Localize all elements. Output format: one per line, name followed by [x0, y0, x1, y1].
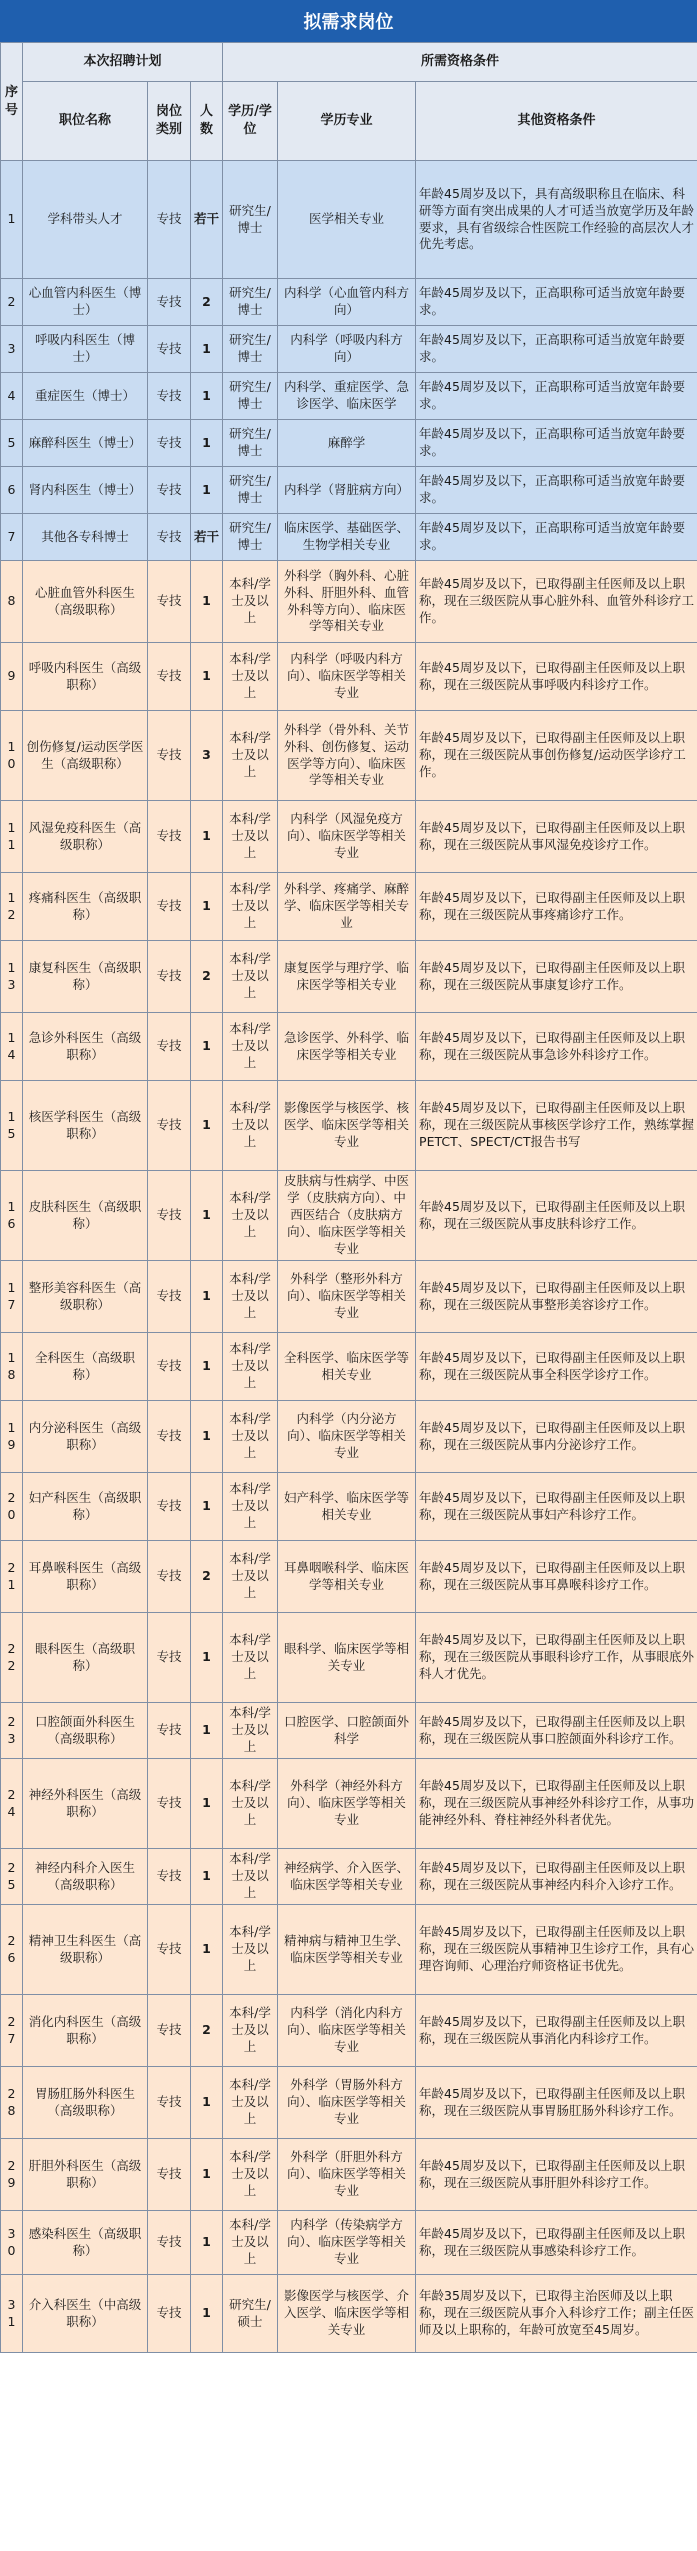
cell-other: 年龄45周岁及以下，正高职称可适当放宽年龄要求。	[416, 279, 697, 326]
cell-degree: 本科/学士及以上	[223, 2139, 278, 2211]
cell-other: 年龄45周岁及以下，已取得副主任医师及以上职称，现在三级医院从事妇产科诊疗工作。	[416, 1473, 697, 1541]
cell-major: 外科学（骨外科、关节外科、创伤修复、运动医学等方向）、临床医学等相关专业	[278, 711, 416, 801]
table-row	[1, 1905, 697, 1995]
cell-count: 1	[191, 1013, 223, 1081]
table-row	[1, 1995, 697, 2067]
cell-type: 专技	[148, 2067, 191, 2139]
cell-seq: 17	[1, 1261, 23, 1333]
header-seq: 序号	[1, 43, 23, 161]
table-row	[1, 711, 697, 801]
cell-other: 年龄45周岁及以下，已取得副主任医师及以上职称，现在三级医院从事整形美容诊疗工作。	[416, 1261, 697, 1333]
table-row	[1, 1333, 697, 1401]
cell-major: 内科学（呼吸内科方向）	[278, 326, 416, 373]
cell-degree: 本科/学士及以上	[223, 1905, 278, 1995]
header-major: 学历专业	[278, 82, 416, 161]
cell-count: 若干	[191, 514, 223, 561]
cell-other: 年龄45周岁及以下，已取得副主任医师及以上职称，现在三级医院从事神经外科诊疗工作，从事功能神经外科、脊柱神经外科者优先。	[416, 1759, 697, 1849]
cell-other: 年龄45周岁及以下，已取得副主任医师及以上职称，现在三级医院从事消化内科诊疗工作。	[416, 1995, 697, 2067]
table-row	[1, 161, 697, 279]
cell-degree: 本科/学士及以上	[223, 1261, 278, 1333]
cell-seq: 23	[1, 1703, 23, 1759]
cell-degree: 本科/学士及以上	[223, 801, 278, 873]
cell-degree: 本科/学士及以上	[223, 1849, 278, 1905]
cell-major: 内科学（心血管内科方向）	[278, 279, 416, 326]
cell-other: 年龄45周岁及以下，已取得副主任医师及以上职称，现在三级医院从事心脏外科、血管外科诊疗工作。	[416, 561, 697, 643]
table-row	[1, 420, 697, 467]
cell-major: 口腔医学、口腔颌面外科学	[278, 1703, 416, 1759]
cell-degree: 本科/学士及以上	[223, 1995, 278, 2067]
cell-position: 呼吸内科医生（博士）	[23, 326, 148, 373]
cell-count: 1	[191, 1703, 223, 1759]
header-count: 人数	[191, 82, 223, 161]
cell-major: 医学相关专业	[278, 161, 416, 279]
cell-other: 年龄45周岁及以下，已取得副主任医师及以上职称，现在三级医院从事胃肠肛肠外科诊疗工作。	[416, 2067, 697, 2139]
table-row	[1, 467, 697, 514]
table-row	[1, 941, 697, 1013]
cell-seq: 14	[1, 1013, 23, 1081]
cell-count: 1	[191, 1261, 223, 1333]
cell-type: 专技	[148, 1849, 191, 1905]
cell-degree: 本科/学士及以上	[223, 1613, 278, 1703]
cell-seq: 1	[1, 161, 23, 279]
cell-other: 年龄45周岁及以下，已取得副主任医师及以上职称，现在三级医院从事耳鼻喉科诊疗工作。	[416, 1541, 697, 1613]
cell-position: 全科医生（高级职称）	[23, 1333, 148, 1401]
cell-major: 急诊医学、外科学、临床医学等相关专业	[278, 1013, 416, 1081]
job-table-body	[1, 161, 697, 2353]
table-row	[1, 873, 697, 941]
cell-count: 若干	[191, 161, 223, 279]
cell-seq: 3	[1, 326, 23, 373]
cell-type: 专技	[148, 2275, 191, 2353]
cell-major: 内科学（消化内科方向）、临床医学等相关专业	[278, 1995, 416, 2067]
cell-type: 专技	[148, 2211, 191, 2275]
cell-count: 1	[191, 1759, 223, 1849]
header-degree: 学历/学位	[223, 82, 278, 161]
cell-count: 1	[191, 326, 223, 373]
cell-position: 急诊外科医生（高级职称）	[23, 1013, 148, 1081]
cell-other: 年龄45周岁及以下，正高职称可适当放宽年龄要求。	[416, 373, 697, 420]
table-row	[1, 1261, 697, 1333]
cell-seq: 21	[1, 1541, 23, 1613]
cell-seq: 19	[1, 1401, 23, 1473]
cell-major: 内科学（肾脏病方向）	[278, 467, 416, 514]
table-row	[1, 1473, 697, 1541]
cell-other: 年龄45周岁及以下，已取得副主任医师及以上职称，现在三级医院从事风湿免疫诊疗工作。	[416, 801, 697, 873]
cell-seq: 18	[1, 1333, 23, 1401]
cell-type: 专技	[148, 873, 191, 941]
cell-other: 年龄35周岁及以下，已取得主治医师及以上职称，现在三级医院从事介入科诊疗工作；副主任医师及以上职称的，年龄可放宽至45周岁。	[416, 2275, 697, 2353]
cell-position: 皮肤科医生（高级职称）	[23, 1171, 148, 1261]
cell-degree: 研究生/博士	[223, 514, 278, 561]
cell-count: 1	[191, 1081, 223, 1171]
table-row	[1, 1759, 697, 1849]
cell-major: 妇产科学、临床医学等相关专业	[278, 1473, 416, 1541]
cell-major: 内科学（内分泌方向）、临床医学等相关专业	[278, 1401, 416, 1473]
cell-other: 年龄45周岁及以下，已取得副主任医师及以上职称，现在三级医院从事创伤修复/运动医学诊疗工作。	[416, 711, 697, 801]
cell-seq: 7	[1, 514, 23, 561]
cell-major: 影像医学与核医学、核医学、临床医学等相关专业	[278, 1081, 416, 1171]
cell-major: 皮肤病与性病学、中医学（皮肤病方向）、中西医结合（皮肤病方向）、临床医学等相关专业	[278, 1171, 416, 1261]
cell-other: 年龄45周岁及以下，已取得副主任医师及以上职称，现在三级医院从事皮肤科诊疗工作。	[416, 1171, 697, 1261]
cell-type: 专技	[148, 1995, 191, 2067]
cell-position: 呼吸内科医生（高级职称）	[23, 643, 148, 711]
cell-seq: 27	[1, 1995, 23, 2067]
cell-major: 外科学（胃肠外科方向）、临床医学等相关专业	[278, 2067, 416, 2139]
cell-major: 精神病与精神卫生学、临床医学等相关专业	[278, 1905, 416, 1995]
cell-major: 康复医学与理疗学、临床医学等相关专业	[278, 941, 416, 1013]
cell-seq: 29	[1, 2139, 23, 2211]
cell-degree: 本科/学士及以上	[223, 1401, 278, 1473]
cell-other: 年龄45周岁及以下，已取得副主任医师及以上职称，现在三级医院从事眼科诊疗工作，从事眼底外科人才优先。	[416, 1613, 697, 1703]
table-row	[1, 561, 697, 643]
cell-degree: 本科/学士及以上	[223, 1759, 278, 1849]
cell-position: 重症医生（博士）	[23, 373, 148, 420]
cell-degree: 本科/学士及以上	[223, 2067, 278, 2139]
table-row	[1, 279, 697, 326]
cell-major: 内科学、重症医学、急诊医学、临床医学	[278, 373, 416, 420]
cell-position: 康复科医生（高级职称）	[23, 941, 148, 1013]
cell-major: 外科学（胸外科、心脏外科、肝胆外科、血管外科等方向）、临床医学等相关专业	[278, 561, 416, 643]
header-other: 其他资格条件	[416, 82, 697, 161]
cell-count: 2	[191, 1995, 223, 2067]
cell-position: 神经外科医生（高级职称）	[23, 1759, 148, 1849]
cell-count: 1	[191, 2067, 223, 2139]
table-row	[1, 801, 697, 873]
cell-type: 专技	[148, 1759, 191, 1849]
cell-type: 专技	[148, 1473, 191, 1541]
cell-other: 年龄45周岁及以下，正高职称可适当放宽年龄要求。	[416, 420, 697, 467]
cell-position: 心血管内科医生（博士）	[23, 279, 148, 326]
cell-position: 心脏血管外科医生（高级职称）	[23, 561, 148, 643]
cell-degree: 本科/学士及以上	[223, 873, 278, 941]
table-row	[1, 2211, 697, 2275]
cell-seq: 20	[1, 1473, 23, 1541]
cell-degree: 本科/学士及以上	[223, 643, 278, 711]
cell-degree: 研究生/博士	[223, 161, 278, 279]
cell-major: 外科学（神经外科方向）、临床医学等相关专业	[278, 1759, 416, 1849]
cell-type: 专技	[148, 801, 191, 873]
cell-degree: 本科/学士及以上	[223, 1333, 278, 1401]
cell-degree: 本科/学士及以上	[223, 1171, 278, 1261]
table-row	[1, 1541, 697, 1613]
table-row	[1, 326, 697, 373]
cell-count: 1	[191, 2139, 223, 2211]
cell-count: 1	[191, 873, 223, 941]
cell-other: 年龄45周岁及以下，正高职称可适当放宽年龄要求。	[416, 467, 697, 514]
cell-type: 专技	[148, 373, 191, 420]
cell-type: 专技	[148, 420, 191, 467]
cell-major: 临床医学、基础医学、生物学相关专业	[278, 514, 416, 561]
cell-major: 耳鼻咽喉科学、临床医学等相关专业	[278, 1541, 416, 1613]
cell-type: 专技	[148, 1613, 191, 1703]
cell-position: 学科带头人才	[23, 161, 148, 279]
cell-type: 专技	[148, 1401, 191, 1473]
cell-degree: 本科/学士及以上	[223, 1703, 278, 1759]
cell-position: 眼科医生（高级职称）	[23, 1613, 148, 1703]
cell-seq: 6	[1, 467, 23, 514]
cell-position: 肝胆外科医生（高级职称）	[23, 2139, 148, 2211]
cell-other: 年龄45周岁及以下，已取得副主任医师及以上职称，现在三级医院从事康复诊疗工作。	[416, 941, 697, 1013]
cell-degree: 本科/学士及以上	[223, 2211, 278, 2275]
table-row	[1, 1081, 697, 1171]
cell-other: 年龄45周岁及以下，已取得副主任医师及以上职称，现在三级医院从事神经内科介入诊疗工作。	[416, 1849, 697, 1905]
cell-degree: 本科/学士及以上	[223, 941, 278, 1013]
cell-other: 年龄45周岁及以下，已取得副主任医师及以上职称，现在三级医院从事口腔颌面外科诊疗工作。	[416, 1703, 697, 1759]
cell-seq: 25	[1, 1849, 23, 1905]
header-position: 职位名称	[23, 82, 148, 161]
cell-position: 风湿免疫科医生（高级职称）	[23, 801, 148, 873]
cell-count: 1	[191, 801, 223, 873]
header-plan: 本次招聘计划	[23, 43, 223, 82]
cell-major: 外科学（整形外科方向）、临床医学等相关专业	[278, 1261, 416, 1333]
table-row	[1, 1849, 697, 1905]
cell-count: 1	[191, 1333, 223, 1401]
cell-count: 2	[191, 279, 223, 326]
cell-position: 核医学科医生（高级职称）	[23, 1081, 148, 1171]
cell-major: 全科医学、临床医学等相关专业	[278, 1333, 416, 1401]
cell-count: 1	[191, 1171, 223, 1261]
cell-position: 口腔颌面外科医生（高级职称）	[23, 1703, 148, 1759]
table-row	[1, 2275, 697, 2353]
cell-seq: 12	[1, 873, 23, 941]
cell-count: 1	[191, 2275, 223, 2353]
cell-other: 年龄45周岁及以下，具有高级职称且在临床、科研等方面有突出成果的人才可适当放宽学历及年龄要求，具有省级综合性医院工作经验的高层次人才优先考虑。	[416, 161, 697, 279]
table-row	[1, 1401, 697, 1473]
cell-degree: 本科/学士及以上	[223, 1541, 278, 1613]
cell-position: 介入科医生（中高级职称）	[23, 2275, 148, 2353]
cell-other: 年龄45周岁及以下，已取得副主任医师及以上职称，现在三级医院从事内分泌诊疗工作。	[416, 1401, 697, 1473]
cell-other: 年龄45周岁及以下，已取得副主任医师及以上职称，现在三级医院从事精神卫生诊疗工作，具有心理咨询师、心理治疗师资格证书优先。	[416, 1905, 697, 1995]
cell-count: 1	[191, 1401, 223, 1473]
cell-count: 1	[191, 561, 223, 643]
cell-major: 外科学、疼痛学、麻醉学、临床医学等相关专业	[278, 873, 416, 941]
cell-seq: 5	[1, 420, 23, 467]
cell-other: 年龄45周岁及以下，已取得副主任医师及以上职称，现在三级医院从事核医学诊疗工作，熟练掌握PETCT、SPECT/CT报告书写	[416, 1081, 697, 1171]
cell-count: 1	[191, 1613, 223, 1703]
cell-count: 2	[191, 941, 223, 1013]
cell-other: 年龄45周岁及以下，正高职称可适当放宽年龄要求。	[416, 326, 697, 373]
cell-type: 专技	[148, 1333, 191, 1401]
cell-seq: 2	[1, 279, 23, 326]
cell-count: 1	[191, 467, 223, 514]
table-row	[1, 2067, 697, 2139]
cell-count: 3	[191, 711, 223, 801]
cell-degree: 本科/学士及以上	[223, 561, 278, 643]
cell-type: 专技	[148, 711, 191, 801]
cell-seq: 30	[1, 2211, 23, 2275]
cell-seq: 15	[1, 1081, 23, 1171]
cell-count: 1	[191, 643, 223, 711]
cell-position: 麻醉科医生（博士）	[23, 420, 148, 467]
table-row	[1, 643, 697, 711]
cell-seq: 4	[1, 373, 23, 420]
cell-degree: 研究生/博士	[223, 420, 278, 467]
cell-major: 外科学（肝胆外科方向）、临床医学等相关专业	[278, 2139, 416, 2211]
cell-type: 专技	[148, 279, 191, 326]
cell-count: 1	[191, 420, 223, 467]
cell-seq: 11	[1, 801, 23, 873]
cell-degree: 研究生/硕士	[223, 2275, 278, 2353]
cell-degree: 研究生/博士	[223, 467, 278, 514]
cell-position: 疼痛科医生（高级职称）	[23, 873, 148, 941]
table-row	[1, 373, 697, 420]
cell-type: 专技	[148, 1081, 191, 1171]
cell-other: 年龄45周岁及以下，已取得副主任医师及以上职称，现在三级医院从事急诊外科诊疗工作。	[416, 1013, 697, 1081]
cell-seq: 26	[1, 1905, 23, 1995]
cell-type: 专技	[148, 1013, 191, 1081]
cell-position: 胃肠肛肠外科医生（高级职称）	[23, 2067, 148, 2139]
cell-type: 专技	[148, 643, 191, 711]
cell-position: 内分泌科医生（高级职称）	[23, 1401, 148, 1473]
cell-other: 年龄45周岁及以下，已取得副主任医师及以上职称，现在三级医院从事全科医学诊疗工作。	[416, 1333, 697, 1401]
page-title: 拟需求岗位	[0, 0, 697, 42]
cell-count: 1	[191, 1473, 223, 1541]
cell-degree: 研究生/博士	[223, 279, 278, 326]
cell-major: 眼科学、临床医学等相关专业	[278, 1613, 416, 1703]
cell-other: 年龄45周岁及以下，已取得副主任医师及以上职称，现在三级医院从事呼吸内科诊疗工作。	[416, 643, 697, 711]
table-row	[1, 2139, 697, 2211]
table-row	[1, 514, 697, 561]
cell-position: 耳鼻喉科医生（高级职称）	[23, 1541, 148, 1613]
cell-position: 感染科医生（高级职称）	[23, 2211, 148, 2275]
cell-degree: 本科/学士及以上	[223, 711, 278, 801]
cell-degree: 本科/学士及以上	[223, 1473, 278, 1541]
cell-degree: 研究生/博士	[223, 326, 278, 373]
cell-other: 年龄45周岁及以下，已取得副主任医师及以上职称，现在三级医院从事感染科诊疗工作。	[416, 2211, 697, 2275]
cell-type: 专技	[148, 2139, 191, 2211]
cell-type: 专技	[148, 1541, 191, 1613]
job-table	[0, 42, 697, 2353]
cell-major: 神经病学、介入医学、临床医学等相关专业	[278, 1849, 416, 1905]
cell-position: 神经内科介入医生（高级职称）	[23, 1849, 148, 1905]
cell-major: 麻醉学	[278, 420, 416, 467]
cell-seq: 9	[1, 643, 23, 711]
cell-type: 专技	[148, 326, 191, 373]
cell-seq: 16	[1, 1171, 23, 1261]
cell-type: 专技	[148, 1171, 191, 1261]
cell-type: 专技	[148, 1905, 191, 1995]
cell-major: 内科学（风湿免疫方向）、临床医学等相关专业	[278, 801, 416, 873]
header-type: 岗位类别	[148, 82, 191, 161]
cell-other: 年龄45周岁及以下，已取得副主任医师及以上职称，现在三级医院从事疼痛诊疗工作。	[416, 873, 697, 941]
table-row	[1, 1013, 697, 1081]
cell-seq: 24	[1, 1759, 23, 1849]
header-qual: 所需资格条件	[223, 43, 697, 82]
cell-count: 2	[191, 1541, 223, 1613]
table-row	[1, 1703, 697, 1759]
cell-other: 年龄45周岁及以下，正高职称可适当放宽年龄要求。	[416, 514, 697, 561]
cell-major: 内科学（传染病学方向）、临床医学等相关专业	[278, 2211, 416, 2275]
cell-type: 专技	[148, 161, 191, 279]
cell-position: 其他各专科博士	[23, 514, 148, 561]
cell-major: 影像医学与核医学、介入医学、临床医学等相关专业	[278, 2275, 416, 2353]
cell-degree: 本科/学士及以上	[223, 1013, 278, 1081]
table-row	[1, 1613, 697, 1703]
cell-degree: 研究生/博士	[223, 373, 278, 420]
table-row	[1, 1171, 697, 1261]
cell-seq: 31	[1, 2275, 23, 2353]
cell-type: 专技	[148, 1703, 191, 1759]
cell-position: 整形美容科医生（高级职称）	[23, 1261, 148, 1333]
cell-count: 1	[191, 1849, 223, 1905]
cell-type: 专技	[148, 941, 191, 1013]
cell-seq: 22	[1, 1613, 23, 1703]
cell-position: 精神卫生科医生（高级职称）	[23, 1905, 148, 1995]
cell-type: 专技	[148, 467, 191, 514]
cell-seq: 28	[1, 2067, 23, 2139]
cell-type: 专技	[148, 561, 191, 643]
cell-seq: 13	[1, 941, 23, 1013]
cell-position: 消化内科医生（高级职称）	[23, 1995, 148, 2067]
cell-seq: 10	[1, 711, 23, 801]
cell-count: 1	[191, 1905, 223, 1995]
cell-degree: 本科/学士及以上	[223, 1081, 278, 1171]
cell-major: 内科学（呼吸内科方向）、临床医学等相关专业	[278, 643, 416, 711]
cell-position: 妇产科医生（高级职称）	[23, 1473, 148, 1541]
cell-other: 年龄45周岁及以下，已取得副主任医师及以上职称，现在三级医院从事肝胆外科诊疗工作。	[416, 2139, 697, 2211]
cell-position: 肾内科医生（博士）	[23, 467, 148, 514]
cell-type: 专技	[148, 1261, 191, 1333]
cell-seq: 8	[1, 561, 23, 643]
cell-position: 创伤修复/运动医学医生（高级职称）	[23, 711, 148, 801]
cell-count: 1	[191, 373, 223, 420]
cell-count: 1	[191, 2211, 223, 2275]
cell-type: 专技	[148, 514, 191, 561]
